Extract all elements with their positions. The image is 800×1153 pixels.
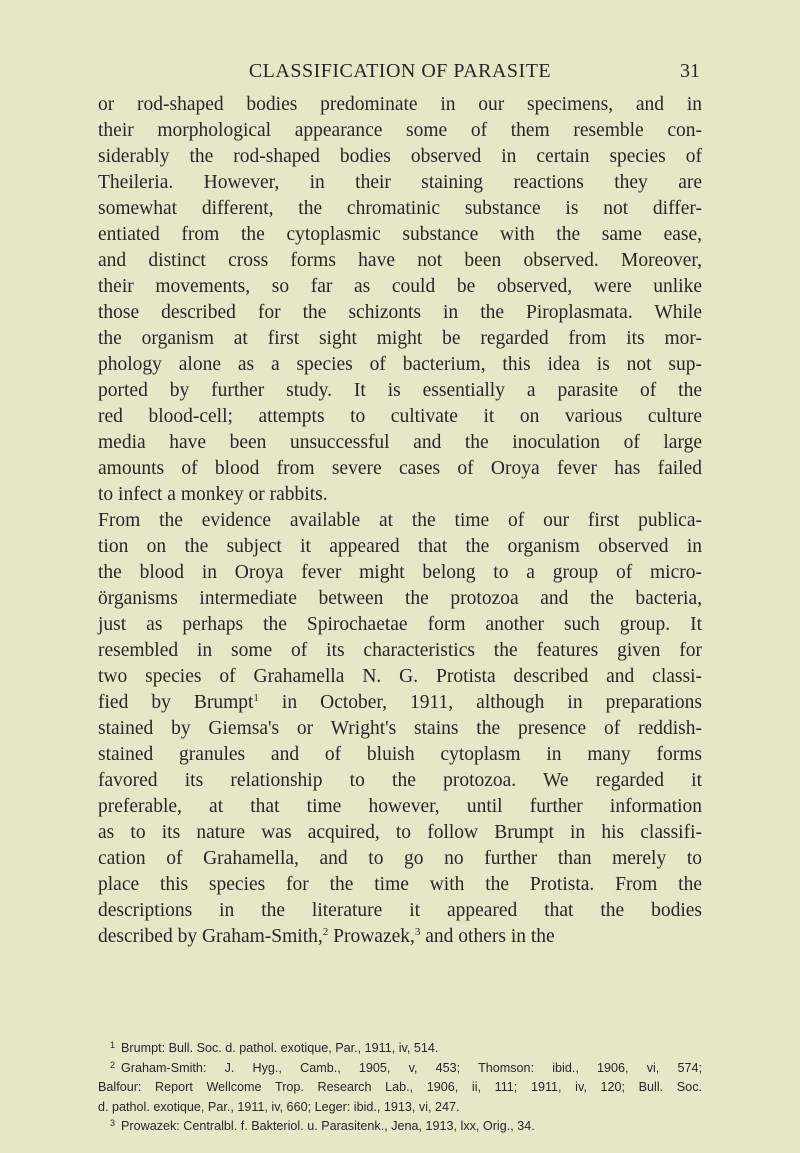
text-line: [98, 768, 702, 794]
line-text: described by Graham-Smith,: [98, 926, 323, 947]
text-line: [98, 196, 702, 222]
text-line: [98, 820, 702, 846]
text-line: [98, 898, 702, 924]
line-text: their movements, so far as could be observed, were unlike: [98, 276, 702, 297]
text-line: [98, 508, 702, 534]
text-line: [98, 326, 702, 352]
line-text: as to its nature was acquired, to follow Brumpt in his classifi-: [98, 822, 702, 843]
line-text: Prowazek,: [328, 926, 415, 947]
footnote-text: d. pathol. exotique, Par., 1911, iv, 660; Leger: ibid., 1913, vi, 247.: [98, 1099, 460, 1114]
page-header: [98, 60, 702, 90]
line-text: resembled in some of its characteristics the features given for: [98, 640, 702, 661]
line-text: favored its relationship to the protozoa. We regarded it: [98, 770, 702, 791]
text-line: [98, 742, 702, 768]
line-text: fied by Brumpt: [98, 692, 254, 713]
footnote-ref: 3: [414, 926, 421, 938]
text-line: [98, 404, 702, 430]
text-line: [98, 248, 702, 274]
footnote-text: Balfour: Report Wellcome Trop. Research Lab., 1906, ii, 111; 1911, iv, 120; Bull. Soc.: [98, 1080, 702, 1094]
running-title: CLASSIFICATION OF PARASITE: [248, 60, 552, 82]
line-text: phology alone as a species of bacterium, this idea is not sup-: [98, 354, 702, 375]
footnote-ref: 1: [253, 692, 259, 704]
footnote-text: Graham-Smith: J. Hyg., Camb., 1905, v, 453; Thomson: ibid., 1906, vi, 574;: [121, 1060, 702, 1075]
text-line: [98, 274, 702, 300]
text-line: [98, 300, 702, 326]
footnote-line: [98, 1098, 702, 1118]
line-text: in October, 1911, although in preparations: [258, 692, 702, 713]
text-line: [98, 664, 702, 690]
text-line: [98, 794, 702, 820]
line-text: From the evidence available at the time of our first publica-: [98, 510, 702, 531]
text-line: [98, 352, 702, 378]
text-line: [98, 586, 702, 612]
text-line: [98, 716, 702, 742]
footnote-line: [98, 1117, 702, 1137]
footnote-text: Prowazek: Centralbl. f. Bakteriol. u. Parasitenk., Jena, 1913, lxx, Orig., 34.: [121, 1119, 535, 1133]
text-line: [98, 378, 702, 404]
footnote-line: [98, 1039, 702, 1059]
line-text: cation of Grahamella, and to go no further than merely to: [98, 848, 702, 869]
text-line: [98, 92, 702, 118]
line-text: tion on the subject it appeared that the organism observed in: [98, 536, 702, 557]
footnote-number: 1: [110, 1040, 116, 1050]
line-text: their morphological appearance some of them resemble con-: [98, 120, 702, 141]
line-text: siderably the rod-shaped bodies observed in certain species of: [98, 146, 702, 167]
line-text: place this species for the time with the Protista. From the: [98, 874, 702, 895]
line-text: two species of Grahamella N. G. Protista described and classi-: [98, 666, 702, 687]
text-line: [98, 456, 702, 482]
line-text: just as perhaps the Spirochaetae form another such group. It: [98, 614, 702, 635]
line-text: Theileria. However, in their staining reactions they are: [98, 172, 702, 193]
line-text: ported by further study. It is essentially a parasite of the: [98, 380, 702, 401]
body-text: [98, 92, 702, 950]
text-line: [98, 170, 702, 196]
line-text: the blood in Oroya fever might belong to a group of micro-: [98, 562, 702, 583]
text-line: [98, 872, 702, 898]
line-text: and distinct cross forms have not been observed. Moreover,: [98, 250, 702, 271]
line-text: the organism at first sight might be regarded from its mor-: [98, 328, 702, 349]
text-line: [98, 430, 702, 456]
line-text: to infect a monkey or rabbits.: [98, 484, 328, 505]
line-text: entiated from the cytoplasmic substance with the same ease,: [98, 224, 702, 245]
line-text: those described for the schizonts in the Piroplasmata. While: [98, 302, 702, 323]
text-line: [98, 222, 702, 248]
line-text: somewhat different, the chromatinic substance is not differ-: [98, 198, 702, 219]
text-line: [98, 846, 702, 872]
text-line: [98, 690, 702, 716]
text-line: [98, 482, 702, 508]
text-line: [98, 118, 702, 144]
footnote-line: [98, 1078, 702, 1098]
text-line: [98, 534, 702, 560]
line-text: preferable, at that time however, until further information: [98, 796, 702, 817]
text-line: [98, 612, 702, 638]
line-text: stained by Giemsa's or Wright's stains the presence of reddish-: [98, 718, 702, 739]
text-line: [98, 144, 702, 170]
page-number: 31: [680, 60, 700, 82]
text-line: [98, 924, 702, 950]
footnotes: [98, 1039, 702, 1137]
line-text: or rod-shaped bodies predominate in our specimens, and in: [98, 94, 702, 115]
footnote-text: Brumpt: Bull. Soc. d. pathol. exotique, Par., 1911, iv, 514.: [121, 1041, 439, 1055]
text-line: [98, 560, 702, 586]
line-text: descriptions in the literature it appeared that the bodies: [98, 900, 702, 921]
line-text: örganisms intermediate between the protozoa and the bacteria,: [98, 588, 702, 609]
footnote-ref: 2: [322, 926, 329, 938]
line-text: red blood-cell; attempts to cultivate it on various culture: [98, 406, 702, 427]
line-text: amounts of blood from severe cases of Oroya fever has failed: [98, 458, 702, 479]
footnote-line: [98, 1059, 702, 1079]
footnote-number: 2: [110, 1059, 116, 1070]
text-line: [98, 638, 702, 664]
line-text: and others in the: [420, 926, 555, 947]
footnote-number: 3: [110, 1118, 116, 1128]
line-text: media have been unsuccessful and the inoculation of large: [98, 432, 702, 453]
line-text: stained granules and of bluish cytoplasm in many forms: [98, 744, 702, 765]
